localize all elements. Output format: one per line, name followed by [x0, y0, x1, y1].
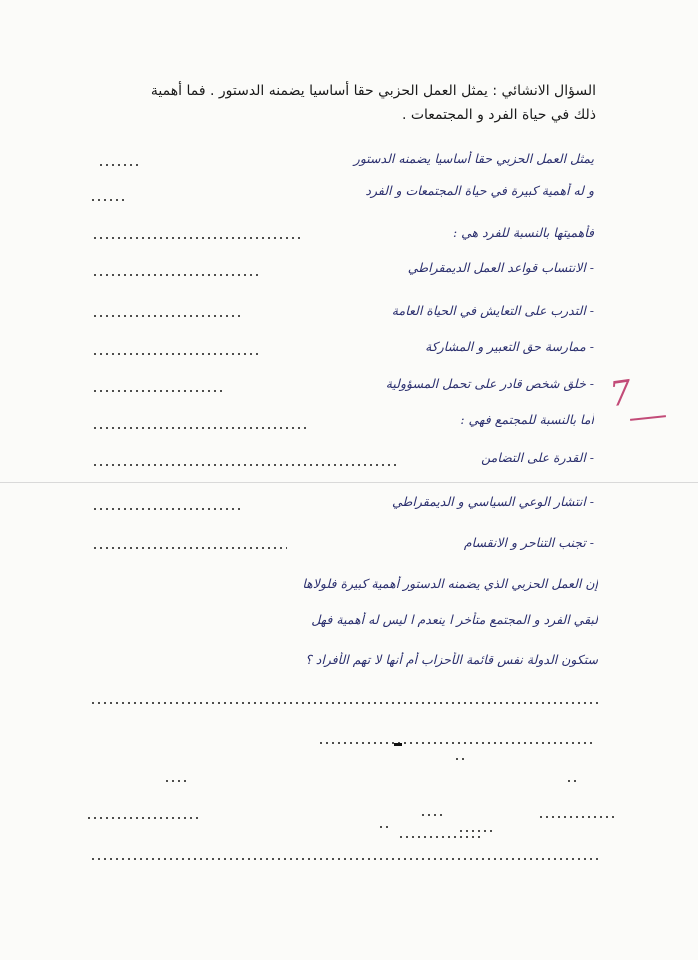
answer-line-12: إن العمل الحزبي الذي يضمنه الدستور أهمية كبيرة فلولاها: [302, 576, 598, 591]
dotted-leader: [92, 313, 242, 319]
answer-line-6: - ممارسة حق التعبير و المشاركة: [425, 339, 594, 354]
dotted-leader: [92, 235, 302, 241]
blank-dotted-line: [398, 834, 482, 840]
dotted-speck: [420, 812, 442, 818]
answer-line-1: يمثل العمل الحزبي حقا أساسيا يضمنه الدستور: [353, 151, 594, 166]
exam-question: [76, 79, 596, 127]
blank-dotted-line: [538, 814, 614, 820]
page-fold: [0, 482, 698, 483]
dotted-leader: [92, 545, 287, 551]
answer-line-3: فأهميتها بالنسبة للفرد هي :: [452, 225, 594, 240]
dotted-leader: [92, 462, 397, 468]
pen-mark: [394, 743, 402, 746]
blank-dotted-line: [318, 740, 596, 746]
answer-line-5: - التدرب على التعايش في الحياة العامة: [391, 303, 594, 318]
blank-dotted-line: [90, 856, 602, 862]
dotted-leader: [92, 425, 307, 431]
answer-line-8: أما بالنسبة للمجتمع فهي :: [460, 412, 594, 427]
answer-line-2: و له أهمية كبيرة في حياة المجتمعات و الفرد: [365, 183, 594, 198]
grade-mark: 7: [607, 372, 635, 416]
dotted-leader: [98, 162, 138, 168]
dotted-leader: [90, 197, 125, 203]
dotted-leader: [92, 388, 222, 394]
answer-line-11: - تجنب التناحر و الانقسام: [463, 535, 594, 550]
dotted-speck: [164, 778, 186, 784]
dotted-leader: [92, 506, 242, 512]
grade-underline: [630, 415, 666, 421]
dotted-speck: [566, 778, 580, 784]
answer-line-9: - القدرة على التضامن: [481, 450, 594, 465]
answer-line-4: - الانتساب قواعد العمل الديمقراطي: [407, 260, 594, 275]
answer-line-14: ستكون الدولة نفس قائمة الأحزاب أم أنها لا تهم الأفراد ؟: [305, 652, 598, 667]
blank-dotted-line: [90, 700, 602, 706]
answer-line-7: - خلق شخص قادر على تحمل المسؤولية: [385, 376, 594, 391]
dotted-speck: [378, 824, 390, 830]
blank-dotted-line: [86, 815, 198, 821]
dotted-speck: [454, 756, 466, 762]
question-line-2: ذلك في حياة الفرد و المجتمعات .: [401, 107, 596, 123]
dotted-leader: [92, 351, 262, 357]
answer-line-13: لبقي الفرد و المجتمع متأخر ا ينعدم ا ليس له أهمية فهل: [311, 612, 598, 627]
dotted-leader: [92, 272, 262, 278]
answer-line-10: - انتشار الوعي السياسي و الديمقراطي: [392, 494, 594, 509]
question-line-1: السؤال الانشائي : يمثل العمل الحزبي حقا أساسيا يضمنه الدستور . فما أهمية: [150, 83, 596, 99]
